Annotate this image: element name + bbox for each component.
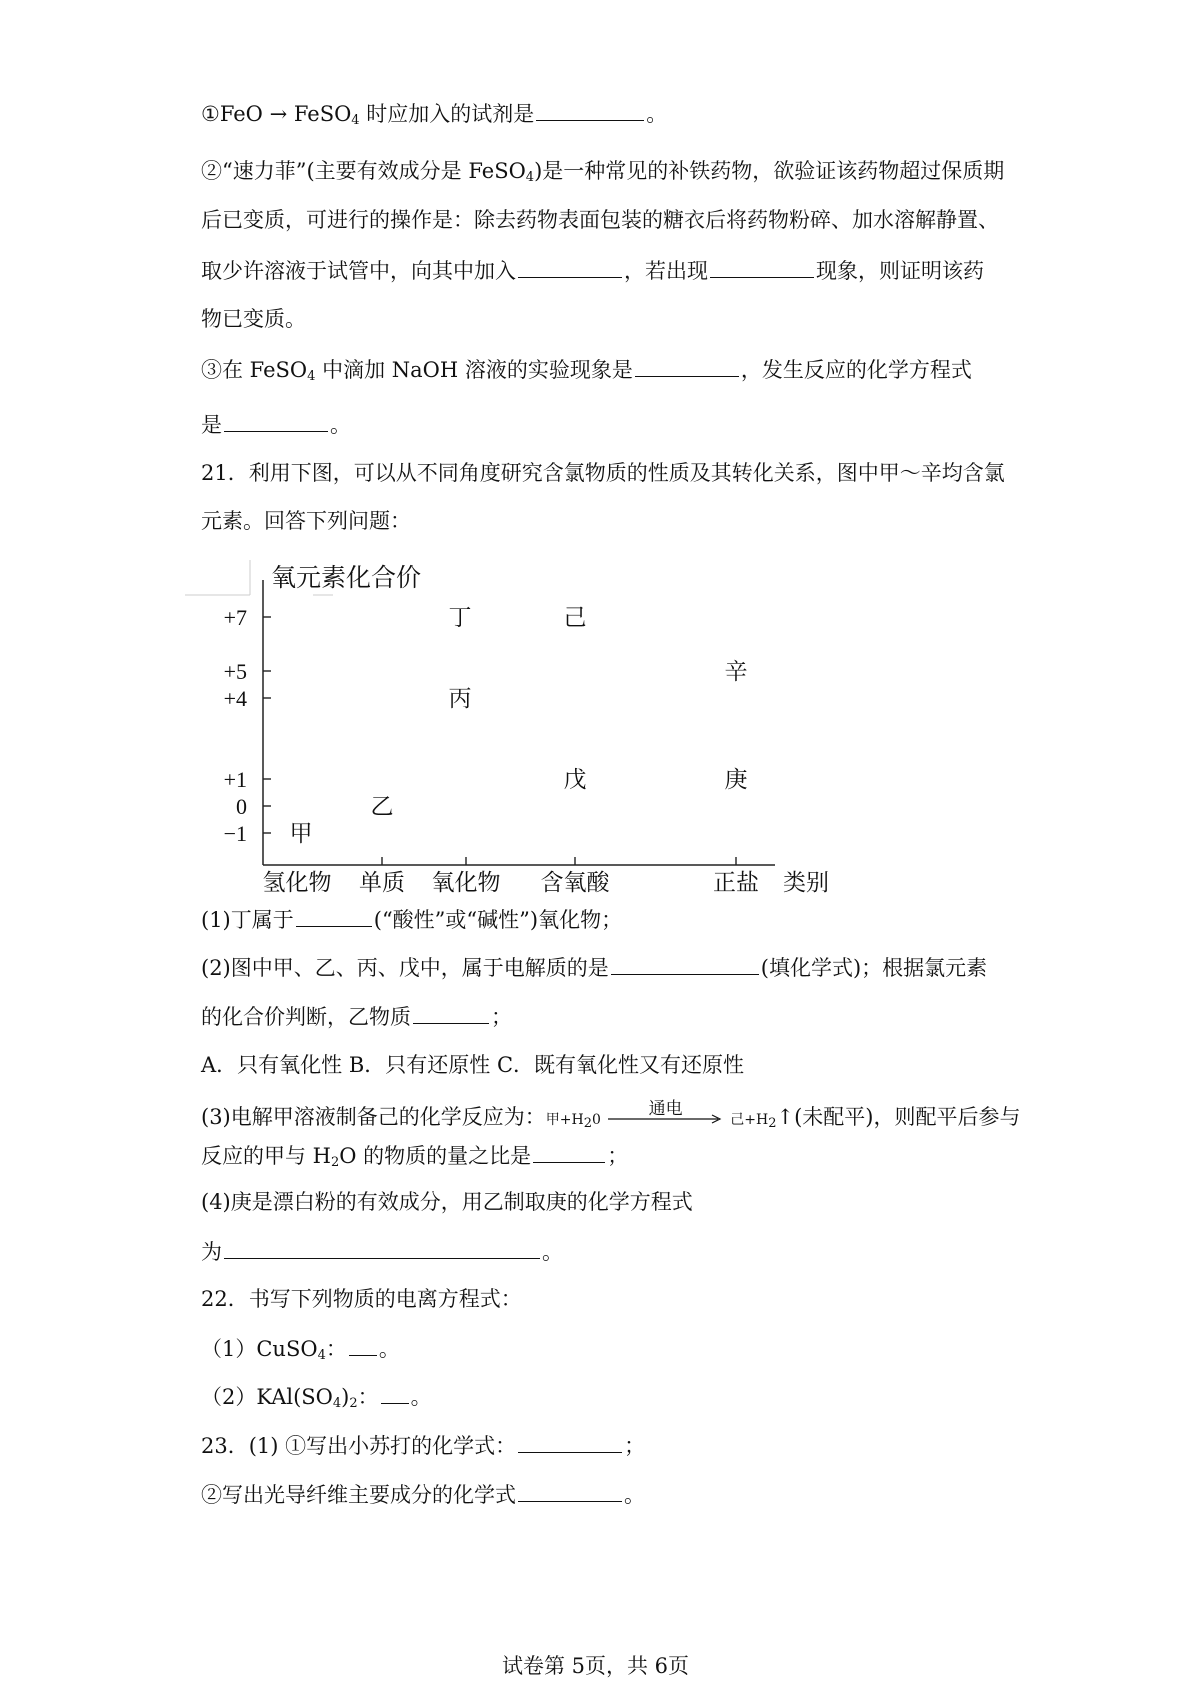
question-21-cont: [201, 506, 411, 536]
part-2-cont: [201, 1001, 512, 1032]
text: 物已变质。: [201, 307, 306, 331]
answer-blank[interactable]: [224, 409, 328, 432]
text: ；: [607, 1144, 629, 1168]
option-text: A．只有氧化性 B．只有还原性 C．既有氧化性又有还原性: [201, 1053, 745, 1077]
text: 后已变质，可进行的操作是：除去药物表面包装的糖衣后将药物粉碎、加水溶解静置、: [201, 208, 999, 232]
line-1: [201, 98, 667, 129]
formula: FeO → FeSO: [219, 102, 352, 126]
question-21: [201, 458, 1005, 488]
subscript: 4: [307, 369, 316, 384]
text: （1）CuSO: [201, 1337, 318, 1361]
text: 。: [624, 1483, 645, 1507]
line-5: [201, 304, 306, 334]
x-tick-label: 单质: [359, 870, 405, 895]
line-4: [201, 255, 984, 286]
data-point-label: 庚: [724, 767, 748, 792]
data-point-label: 辛: [724, 659, 748, 684]
text: (填化学式)；根据氯元素: [760, 956, 988, 980]
text: ；: [491, 1005, 512, 1029]
options: [201, 1050, 744, 1080]
text: ，发生反应的化学方程式: [740, 358, 972, 382]
question-text: 22．书写下列物质的电离方程式：: [201, 1287, 522, 1311]
text: 取少许溶液于试管中，向其中加入: [201, 259, 516, 283]
y-tick-label: +7: [223, 605, 247, 630]
answer-blank[interactable]: [518, 255, 622, 278]
subscript: 4: [525, 170, 535, 185]
line-3: [201, 205, 999, 235]
text: ：: [357, 1385, 379, 1409]
equation-products: 己$+H_2$: [730, 1112, 777, 1131]
y-ticks: [224, 605, 271, 846]
text: 是: [201, 413, 222, 437]
text: 。: [330, 413, 351, 437]
answer-blank[interactable]: [518, 1430, 622, 1453]
data-point-label: 丁: [448, 605, 472, 630]
text: 。: [542, 1240, 563, 1264]
answer-blank[interactable]: [533, 1140, 605, 1163]
answer-blank[interactable]: [296, 904, 372, 927]
answer-blank[interactable]: [611, 952, 759, 975]
x-axis-label: 类别: [783, 870, 829, 895]
text: ②“速力菲”(主要有效成分是 FeSO: [201, 159, 526, 183]
answer-blank[interactable]: [224, 1236, 540, 1259]
answer-blank[interactable]: [710, 255, 814, 278]
x-tick-label: 正盐: [713, 870, 759, 895]
text: 。: [378, 1337, 400, 1361]
answer-blank[interactable]: [536, 98, 644, 121]
text: (3)电解甲溶液制备己的化学反应为：: [201, 1105, 546, 1129]
part-3-cont: [201, 1140, 628, 1171]
text: ：: [325, 1337, 347, 1361]
text: (4)庚是漂白粉的有效成分，用乙制取庚的化学方程式: [201, 1190, 693, 1214]
y-tick-label: +1: [223, 767, 247, 792]
chlorine-valence-chart: [185, 555, 865, 925]
part-4-cont: [201, 1236, 563, 1267]
data-point-label: 丙: [448, 686, 472, 711]
equation-reactants: 甲$+H_20$: [545, 1112, 601, 1131]
subscript: 4: [317, 1348, 326, 1363]
text: ；: [624, 1434, 646, 1458]
text: O 的物质的量之比是: [339, 1144, 532, 1168]
text: （2）KAl(SO: [201, 1385, 333, 1409]
line-7: [201, 409, 351, 440]
arrow-icon: [608, 1114, 724, 1124]
answer-blank[interactable]: [413, 1001, 489, 1024]
subscript: 2: [331, 1155, 340, 1170]
text: ①: [201, 102, 220, 126]
text: (1)丁属于: [201, 908, 294, 932]
y-tick-label: −1: [223, 821, 247, 846]
part-3: [201, 1098, 1021, 1135]
text: ③在 FeSO: [201, 358, 308, 382]
subscript: 2: [349, 1396, 358, 1411]
text: 的化合价判断，乙物质: [201, 1005, 411, 1029]
subscript: 4: [332, 1396, 342, 1411]
data-points: [290, 605, 748, 846]
data-point-label: 己: [563, 605, 587, 630]
question-23-cont: [201, 1479, 645, 1510]
part-2: [201, 952, 987, 983]
line-2: [201, 156, 1004, 186]
answer-blank[interactable]: [381, 1381, 409, 1404]
part-1: [201, 904, 622, 935]
question-22-2: [201, 1381, 432, 1412]
text: 反应的甲与 H: [201, 1144, 331, 1168]
x-tick-label: 含氧酸: [540, 870, 610, 895]
arrow-label: 通电: [648, 1098, 683, 1119]
question-22: [201, 1284, 522, 1314]
text: ): [341, 1385, 350, 1409]
x-tick-label: 氢化物: [262, 870, 332, 895]
part-4: [201, 1187, 693, 1217]
y-tick-label: +5: [223, 659, 247, 684]
text: ↑(未配平)，则配平后参与: [776, 1105, 1021, 1129]
answer-blank[interactable]: [518, 1479, 622, 1502]
text: (2)图中甲、乙、丙、戊中，属于电解质的是: [201, 956, 609, 980]
text: 现象，则证明该药: [816, 259, 984, 283]
line-6: [201, 354, 972, 385]
text: 为: [201, 1240, 222, 1264]
text: )是一种常见的补铁药物，欲验证该药物超过保质期: [534, 159, 1005, 183]
data-point-label: 戊: [563, 767, 587, 792]
question-text: 元素。回答下列问题：: [201, 509, 411, 533]
x-ticks: [263, 857, 760, 895]
data-point-label: 乙: [370, 794, 394, 819]
y-tick-label: +4: [223, 686, 247, 711]
text: 。: [646, 102, 668, 126]
answer-blank[interactable]: [635, 354, 739, 377]
answer-blank[interactable]: [349, 1333, 377, 1356]
text: 中滴加 NaOH 溶液的实验现象是: [315, 358, 633, 382]
electrolysis-arrow: [608, 1098, 724, 1132]
question-23: [201, 1430, 645, 1461]
page-footer: 试卷第 5页，共 6页: [501, 1654, 690, 1678]
question-text: 23．(1) ①写出小苏打的化学式：: [201, 1434, 517, 1458]
question-text: 21．利用下图，可以从不同角度研究含氯物质的性质及其转化关系，图中甲～辛均含氯: [201, 461, 1005, 485]
question-22-1: [201, 1333, 400, 1364]
subscript: 4: [351, 113, 360, 128]
text: 时应加入的试剂是: [359, 102, 535, 126]
text: ，若出现: [624, 259, 708, 283]
y-tick-label: 0: [236, 794, 247, 819]
text: 。: [410, 1385, 432, 1409]
text: (“酸性”或“碱性”)氧化物；: [373, 908, 623, 932]
y-axis-label: 氧元素化合价: [271, 565, 422, 592]
x-tick-label: 氧化物: [431, 870, 501, 895]
data-point-label: 甲: [289, 821, 313, 846]
text: ②写出光导纤维主要成分的化学式: [201, 1483, 516, 1507]
